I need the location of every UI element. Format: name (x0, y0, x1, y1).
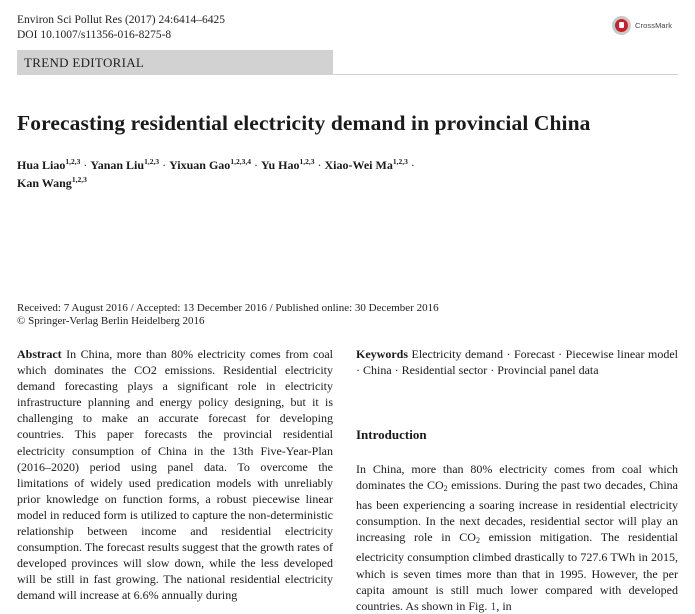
copyright: © Springer-Verlag Berlin Heidelberg 2016 (17, 315, 205, 327)
banner-rule (333, 74, 678, 75)
author[interactable]: Yixuan Gao$^{1,2,3,4}$ (169, 157, 251, 172)
keywords-label: Keywords (356, 347, 408, 361)
publication-dates: Received: 7 August 2016 / Accepted: 13 December 2016 / Published online: 30 December 2016 (17, 302, 439, 314)
journal-citation: Environ Sci Pollut Res (2017) 24:6414–6425 (17, 14, 225, 26)
author[interactable]: Kan Wang$^{1,2,3}$ (17, 175, 87, 190)
introduction-heading: Introduction (356, 427, 427, 442)
author-list-line-1: Hua Liao$^{1,2,3}$ · Yanan Liu$^{1,2,3}$ · Yixuan Gao$^{1,2,3,4}$ · Yu Hao$^{1,2,3}$ · Xiao-Wei Ma$^{1,2,3}$ · (17, 157, 415, 172)
abstract (17, 346, 333, 604)
crossmark-label: CrossMark (635, 20, 673, 30)
section-banner-label: TREND EDITORIAL (24, 54, 145, 70)
doi[interactable]: DOI 10.1007/s11356-016-8275-8 (17, 29, 172, 41)
figure-link[interactable]: 1 (490, 598, 497, 613)
abstract-text: In China, more than 80% electricity comes from coal which dominates the CO2 emissions. Residential electricity demand forecasting plays a significant role in electricity infrastructure planning and energy policy designing, but it is challenging to make an accurate forecast for developing countries. This paper forecasts the provincial residential electricity consumption of China in the 13th Five-Year-Plan (2016–2020) period using panel data. To overcome the limitations of widely used predication models with unreliably prior knowledge on function forms, a robust piecewise linear model in reduced form is utilized to capture the non-deterministic relationship between income and residential electricity consumption. The forecast results suggest that the growth rates of developed provinces will slow down, while the less developed will be still in fast growing. The national residential electricity demand will increase at 6.6% annually during (17, 347, 333, 603)
keywords (356, 346, 678, 378)
author[interactable]: Yu Hao$^{1,2,3}$ (260, 157, 315, 172)
author-list-line-2 (17, 175, 87, 191)
crossmark-badge[interactable] (612, 14, 680, 36)
introduction-text: In China, more than 80% electricity comes from coal which dominates the $CO_2$ emissions. During the past two decades, China has been experiencing a soaring increase in residential electricity consumption. In the next decades, residential sector will play an increasing role in $CO_2$ emission mitigation. The residential electricity consumption climbed drastically to 727.6 TWh in 2015, which is seven times more than that in 1995. However, the per capita amount is still much lower compared with developed countries. As shown in Fig. 1, in (356, 462, 679, 613)
paper-title: Forecasting residential electricity demand in provincial China (17, 111, 591, 135)
abstract-label: Abstract (17, 347, 62, 361)
crossmark-icon (612, 16, 631, 35)
section-banner (17, 50, 333, 75)
keywords-text: Electricity demand · Forecast · Piecewise linear model · China · Residential sector · Provincial panel data (356, 347, 678, 378)
author[interactable]: Hua Liao$^{1,2,3}$ (17, 157, 81, 172)
author[interactable]: Yanan Liu$^{1,2,3}$ (90, 157, 160, 172)
author[interactable]: Xiao-Wei Ma$^{1,2,3}$ (324, 157, 408, 172)
